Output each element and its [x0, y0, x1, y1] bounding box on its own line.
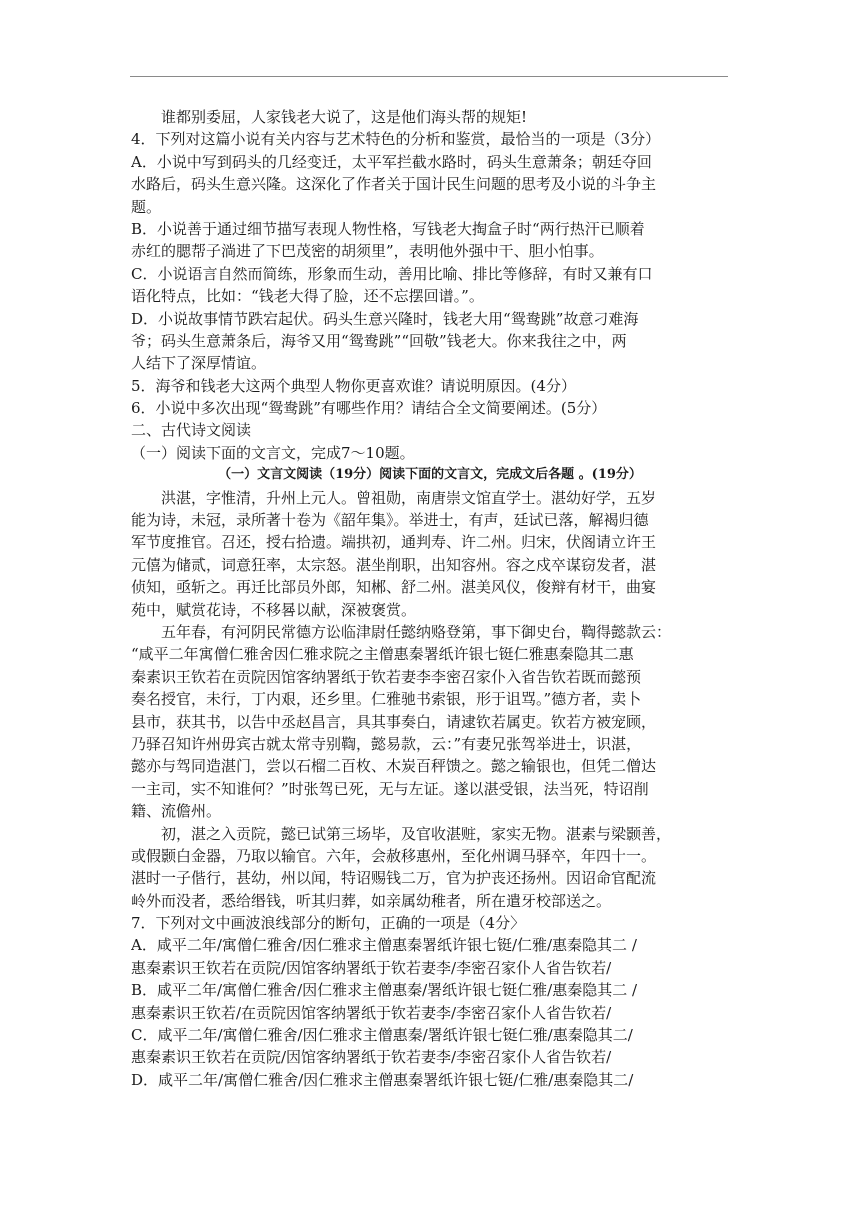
- text-line: A．咸平二年/寓僧仁雅舍/因仁雅求主僧惠秦署纸许银七铤/仁雅/惠秦隐其二 /: [131, 936, 637, 955]
- text-line: 苑中，赋赏花诗，不移晷以献，深被褒赏。: [131, 600, 417, 619]
- text-line: 惠秦素识王钦若在贡院/因馆客纳署纸于钦若妻李/李密召家仆人省告钦若/: [131, 1048, 612, 1067]
- text-line: 一主司，实不知谁何？”时张驾已死，无与左证。遂以湛受银，法当死，特诏削: [131, 779, 649, 798]
- text-line: B．小说善于通过细节描写表现人物性格，写钱老大掏盒子时“两行热汗已顺着: [131, 219, 645, 238]
- header-rule: [130, 76, 728, 77]
- text-line: 五年春，有河阴民常德方讼临津尉任懿纳赂登第，事下御史台，鞫得懿款云：: [161, 622, 672, 641]
- text-line: 岭外而没者，悉给缗钱，听其归葬，如亲属幼稚者，所在遣牙校部送之。: [131, 891, 612, 910]
- text-line: 爷；码头生意萧条后，海爷又用“鸳鸯跳”“回敬”钱老大。你来我往之中，两: [131, 331, 627, 350]
- text-line: 惠秦素识王钦若/在贡院因馆客纳署纸于钦若妻李/李密召家仆人省告钦若/: [131, 1003, 612, 1022]
- text-line: C．小说语言自然而简练，形象而生动，善用比喻、排比等修辞，有时又兼有口: [131, 264, 653, 283]
- text-line: 水路后，码头生意兴隆。这深化了作者关于国计民生问题的思考及小说的斗争主: [131, 175, 657, 194]
- text-line: （一）文言文阅读（19分）阅读下面的文言文，完成文后各题 。(19分）: [218, 467, 642, 483]
- text-line: 人结下了深厚情谊。: [131, 354, 267, 373]
- text-line: 4．下列对这篇小说有关内容与艺术特色的分析和鉴赏，最恰当的一项是（3分）: [131, 130, 661, 149]
- text-line: B．咸平二年/寓僧仁雅舍/因仁雅求主僧惠秦/署纸许银七铤仁雅/惠秦隐其二 /: [131, 981, 638, 1000]
- document-body: [131, 106, 729, 1091]
- text-line: 奏名授官，未行，丁内艰，还乡里。仁雅驰书索银，形于诅骂。”德方者，卖卜: [131, 690, 642, 709]
- text-line: C．咸平二年/寓僧仁雅舍/因仁雅求主僧惠秦/署纸许银七铤仁雅/惠秦隐其二/: [131, 1026, 633, 1045]
- text-line: “咸平二年寓僧仁雅舍因仁雅求院之主僧惠秦署纸许银七铤仁雅惠秦隐其二惠: [131, 645, 634, 664]
- text-line: 秦素识王钦若在贡院因馆客纳署纸于钦若妻李李密召家仆入省告钦若既而懿预: [131, 667, 642, 686]
- text-line: 初，湛之入贡院，懿已试第三场毕，及官收湛赃，家实无物。湛素与梁颢善，: [161, 824, 672, 843]
- text-line: 湛时一子偕行，甚幼，州以闻，特诏赐钱二万，官为护丧还扬州。因诏命官配流: [131, 869, 657, 888]
- text-line: 赤红的腮帮子淌进了下巴茂密的胡须里”，表明他外强中干、胆小怕事。: [131, 242, 604, 261]
- text-line: 5．海爷和钱老大这两个典型人物你更喜欢谁？请说明原因。(4分）: [131, 376, 576, 395]
- text-line: 侦知，亟斩之。再迁比部员外郎，知郴、舒二州。湛美风仪，俊辩有材干，曲宴: [131, 578, 657, 597]
- text-line: 能为诗，未冠，录所著十卷为《韶年集》。举进士，有声，廷试已落，解褐归德: [131, 511, 649, 530]
- text-line: D．小说故事情节跌宕起伏。码头生意兴隆时，钱老大用“鸳鸯跳”故意刁难海: [131, 309, 639, 328]
- text-line: 元僖为储贰，词意狂率，太宗怒。湛坐削职，出知容州。容之戍卒谋窃发者，湛: [131, 555, 657, 574]
- text-line: （一）阅读下面的文言文，完成7～10题。: [131, 443, 415, 462]
- text-line: 军节度推官。召还，授右拾遗。端拱初，通判寿、许二州。归宋，伏阁请立许王: [131, 533, 657, 552]
- text-line: 谁都别委屈，人家钱老大说了，这是他们海头帮的规矩!: [161, 108, 528, 126]
- text-line: 洪湛，字惟清，升州上元人。曾祖勋，南唐崇文馆直学士。湛幼好学，五岁: [161, 488, 657, 507]
- text-line: 或假颢白金器，乃取以输官。六年，会赦移惠州，至化州调马驿卒，年四十一。: [131, 846, 657, 865]
- text-line: 乃驿召知许州毋宾古就太常寺别鞫，懿易款，云：”有妻兄张驾举进士，识湛，: [131, 734, 642, 753]
- text-line: A．小说中写到码头的几经变迁，太平军拦截水路时，码头生意萧条；朝廷夺回: [131, 152, 652, 171]
- text-line: 懿亦与驾同造湛门，尝以石榴二百枚、木炭百秤馈之。懿之输银也，但凭二僧达: [131, 757, 657, 776]
- text-line: D．咸平二年/寓僧仁雅舍/因仁雅求主僧惠秦署纸许银七铤/仁雅/惠秦隐其二/: [131, 1070, 634, 1089]
- text-line: 语化特点，比如：“钱老大得了脸，还不忘摆回谱。”。: [131, 287, 484, 306]
- text-line: 惠秦素识王钦若在贡院/因馆客纳署纸于钦若妻李/李密召家仆人省告钦若/: [131, 958, 612, 977]
- text-line: 籍、流儋州。: [131, 802, 222, 821]
- text-line: 6．小说中多次出现“鸳鸯跳”有哪些作用？请结合全文简要阐述。(5分）: [131, 399, 607, 418]
- text-line: 县市，获其书，以告中丞赵昌言，具其事奏白，请逮钦若属吏。钦若方被宠顾，: [131, 712, 657, 731]
- text-line: 二、古代诗文阅读: [131, 421, 252, 440]
- text-line: 题。: [131, 197, 162, 216]
- text-line: 7．下列对文中画波浪线部分的断句，正确的一项是（4分〉: [131, 914, 526, 933]
